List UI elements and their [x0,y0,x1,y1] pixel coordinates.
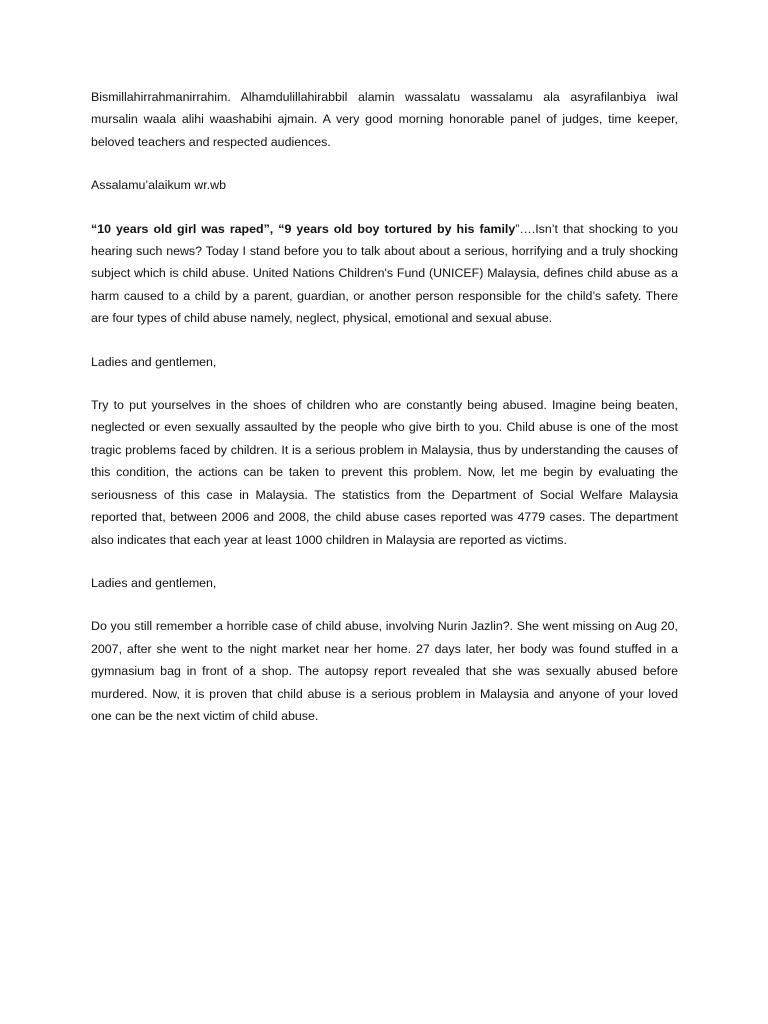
greeting-line: Assalamu’alaikum wr.wb [91,178,226,193]
address-line-2: Ladies and gentlemen, [91,575,217,590]
address-line-1: Ladies and gentlemen, [91,354,217,369]
intro-text: ”….Isn’t that shocking to you hearing such news? Today I stand before you to talk about about a serious, horrifying and a truly shocking subject which is child abuse. United Nations Children's Fund (UNICEF) Malaysia, defines child abuse as a harm caused to a child by a parent, guardian, or another person responsible for the child’s safety. There are four types of child abuse namely, neglect, physical, emotional and sexual abuse. [91,221,678,326]
body-paragraph-2: Do you still remember a horrible case of child abuse, involving Nurin Jazlin?. She went missing on Aug 20, 2007, after she went to the night market near her home. 27 days later, her body was found stuffed in a gymnasium bag in front of a shop. The autopsy report revealed that she was sexually abused before murdered. Now, it is proven that child abuse is a serious problem in Malaysia and anyone of your loved one can be the next victim of child abuse. [91,619,678,723]
opening-paragraph: Bismillahirrahmanirrahim. Alhamdulillahirabbil alamin wassalatu wassalamu ala asyrafilanbiya iwal mursalin waala alihi waashabihi ajmain. A very good morning honorable panel of judges, time keeper, beloved teachers and respected audiences. [91,90,678,149]
intro-paragraph [91,218,678,330]
body-paragraph-1: Try to put yourselves in the shoes of children who are constantly being abused. Imagine being beaten, neglected or even sexually assaulted by the people who give birth to you. Child abuse is one of the most tragic problems faced by children. It is a serious problem in Malaysia, thus by understanding the causes of this condition, the actions can be taken to prevent this problem. Now, let me begin by evaluating the seriousness of this case in Malaysia. The statistics from the Department of Social Welfare Malaysia reported that, between 2006 and 2008, the child abuse cases reported was 4779 cases. The department also indicates that each year at least 1000 children in Malaysia are reported as victims. [91,398,678,547]
document-body [91,86,678,748]
headline-quote: “10 years old girl was raped”, “9 years old boy tortured by his family [91,221,516,236]
